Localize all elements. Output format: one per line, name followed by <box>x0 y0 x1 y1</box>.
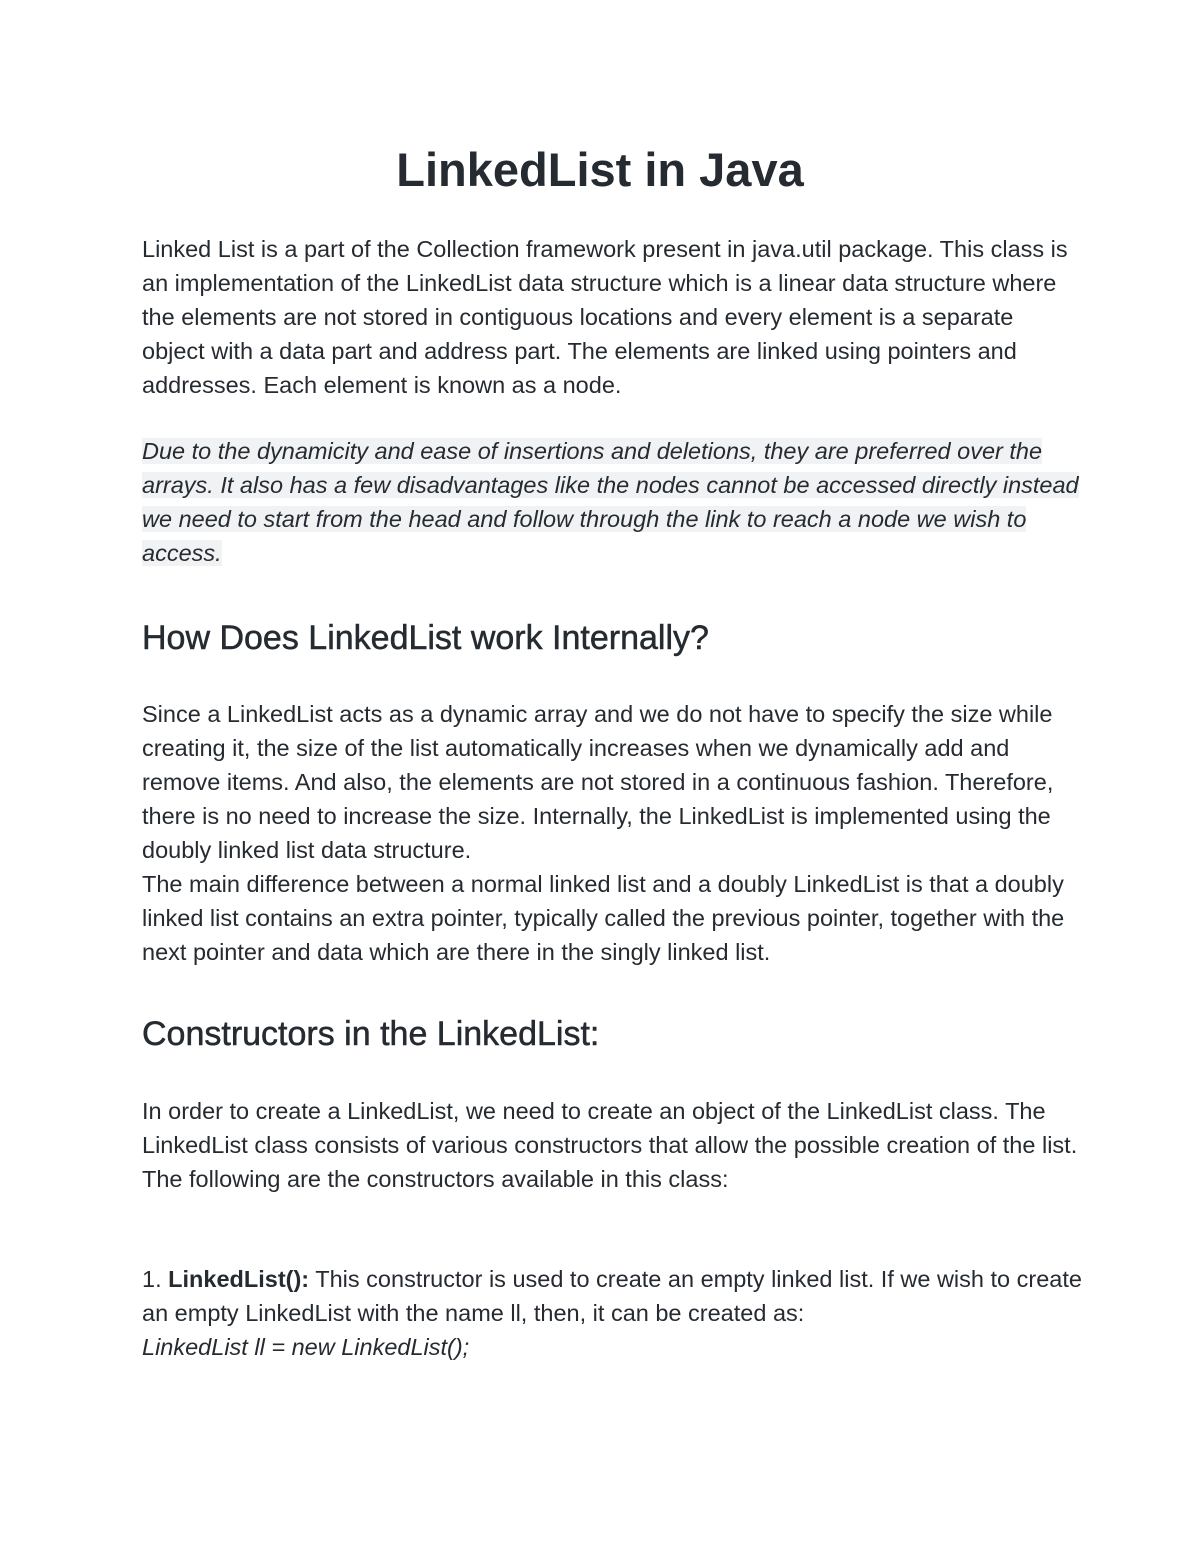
internal-section <box>142 697 1082 969</box>
section-heading-internal: How Does LinkedList work Internally? <box>142 619 709 657</box>
constructor-name: LinkedList(): <box>168 1266 310 1292</box>
internal-paragraph-2: The main difference between a normal linked list and a doubly LinkedList is that a doubly linked list contains an extra pointer, typically called the previous pointer, together with the next pointer and data which are there in the singly linked list. <box>142 871 1065 965</box>
internal-paragraph-1: Since a LinkedList acts as a dynamic array and we do not have to specify the size while creating it, the size of the list automatically increases when we dynamically add and remove items. And also, the elements are not stored in a continuous fashion. Therefore, there is no need to increase the size. Internally, the LinkedList is implemented using the doubly linked list data structure. <box>142 701 1054 863</box>
constructors-paragraph: In order to create a LinkedList, we need to create an object of the LinkedList class. The LinkedList class consists of various constructors that allow the possible creation of the list. The following are the constructors available in this class: <box>142 1098 1078 1192</box>
italic-note-text: Due to the dynamicity and ease of insertions and deletions, they are preferred over the arrays. It also has a few disadvantages like the nodes cannot be accessed directly instead we need to start from the head and follow through the link to reach a node we wish to access. <box>142 438 1079 566</box>
constructors-heading-wrap <box>142 1012 1082 1056</box>
intro-section <box>142 232 1082 402</box>
constructor-description: This constructor is used to create an empty linked list. If we wish to create an empty LinkedList with the name ll, then, it can be created as: <box>142 1266 1082 1326</box>
intro-paragraph: Linked List is a part of the Collection framework present in java.util package. This class is an implementation of the LinkedList data structure which is a linear data structure where the elements are not stored in contiguous locations and every element is a separate object with a data part and address part. The elements are linked using pointers and addresses. Each element is known as a node. <box>142 236 1068 398</box>
page-title: LinkedList in Java <box>396 143 804 196</box>
section-heading-constructors: Constructors in the LinkedList: <box>142 1015 600 1053</box>
constructors-intro-section <box>142 1094 1082 1196</box>
internal-heading-wrap <box>142 616 1082 660</box>
list-item-number: 1. <box>142 1266 162 1292</box>
italic-note-paragraph <box>142 434 1082 570</box>
italic-note-section <box>142 434 1082 570</box>
code-example: LinkedList ll = new LinkedList(); <box>142 1334 470 1360</box>
list-item <box>142 1262 1082 1364</box>
constructor-list <box>142 1262 1082 1364</box>
